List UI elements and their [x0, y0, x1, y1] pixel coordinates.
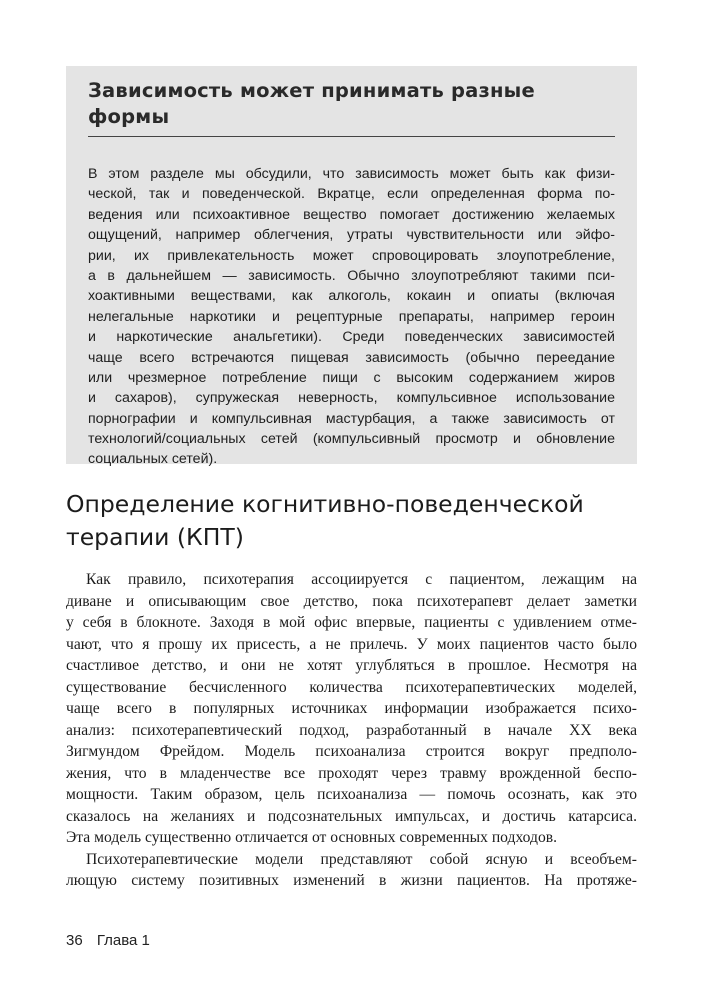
body-line: у себя в блокноте. Заходя в мой офис впервые, пациенты с удивлением отме-	[66, 614, 637, 631]
body-line: жения, что в младенчестве все проходят через травму врожденной беспо-	[66, 764, 637, 782]
body-line: лющую систему позитивных изменений в жизни пациентов. На протяже-	[66, 872, 637, 889]
body-line: анализ: психотерапевтический подход, разработанный в начале XX века	[66, 721, 637, 739]
sidebar-line: технологий/социальных сетей (компульсивный просмотр и обновление	[88, 431, 615, 448]
chapter-label: Глава 1	[96, 932, 150, 949]
section-heading-line: терапии (КПТ)	[66, 523, 244, 551]
body-line: Как правило, психотерапия ассоциируется с пациентом, лежащим на	[86, 571, 637, 588]
page-footer	[66, 932, 150, 949]
sidebar-line: порнографии и компульсивная мастурбация, а также зависимость от	[88, 410, 615, 427]
body-line: Эта модель существенно отличается от основных современных подходов.	[66, 829, 558, 846]
sidebar-title: Зависимость может принимать разные формы	[88, 78, 615, 137]
sidebar-box	[66, 66, 637, 468]
sidebar-line: или чрезмерное потребление пищи с высоким содержанием жиров	[88, 369, 615, 386]
body-line: чаще всего в популярных источниках информации изображается психо-	[66, 700, 637, 717]
body-text	[66, 569, 637, 892]
body-line: Психотерапевтические модели представляют собой ясную и всеобъем-	[86, 850, 637, 868]
page-number: 36	[66, 932, 83, 949]
body-line: диване и описывающим свое детство, пока психотерапевт делает заметки	[66, 592, 637, 610]
body-line: существование бесчисленного количества психотерапевтических моделей,	[66, 678, 637, 696]
body-line: Зигмундом Фрейдом. Модель психоанализа строится вокруг предполо-	[66, 743, 637, 760]
section-heading	[66, 488, 584, 554]
sidebar-line: нелегальные наркотики и рецептурные препараты, например героин	[88, 308, 615, 325]
sidebar-line: хоактивными веществами, как алкоголь, кокаин и опиаты (включая	[88, 288, 615, 305]
sidebar-line: В этом разделе мы обсудили, что зависимость может быть как физи-	[88, 166, 615, 182]
sidebar-line: чаще всего встречаются пищевая зависимость (обычно переедание	[88, 349, 615, 366]
sidebar-line: ческой, так и поведенческой. Вкратце, если определенная форма по-	[88, 186, 615, 203]
sidebar-line: ощущений, например облегчения, утраты чувствительности или эйфо-	[88, 227, 615, 244]
sidebar-line: социальных сетей).	[88, 451, 218, 468]
sidebar-text	[88, 164, 615, 470]
body-line: мощности. Таким образом, цель психоанализа — помочь осознать, как это	[66, 786, 637, 803]
body-line: чают, что я прошу их присесть, а не прилечь. У моих пациентов часто было	[66, 635, 637, 653]
sidebar-line: и наркотические анальгетики). Среди поведенческих зависимостей	[88, 329, 615, 346]
body-line: счастливое детство, и они не хотят углубляться в прошлое. Несмотря на	[66, 657, 637, 674]
sidebar-line: ведения или психоактивное вещество помогает достижению желаемых	[88, 206, 615, 223]
sidebar-line: и сахаров), супружеская неверность, компульсивное использование	[88, 390, 615, 407]
sidebar-line: рии, их привлекательность может спровоцировать злоупотребление,	[88, 247, 615, 264]
body-line: сказалось на желаниях и подсознательных импульсах, и достичь катарсиса.	[66, 807, 637, 825]
section-heading-line: Определение когнитивно-поведенческой	[66, 490, 584, 518]
sidebar-line: а в дальнейшем — зависимость. Обычно злоупотребляют такими пси-	[88, 267, 615, 284]
